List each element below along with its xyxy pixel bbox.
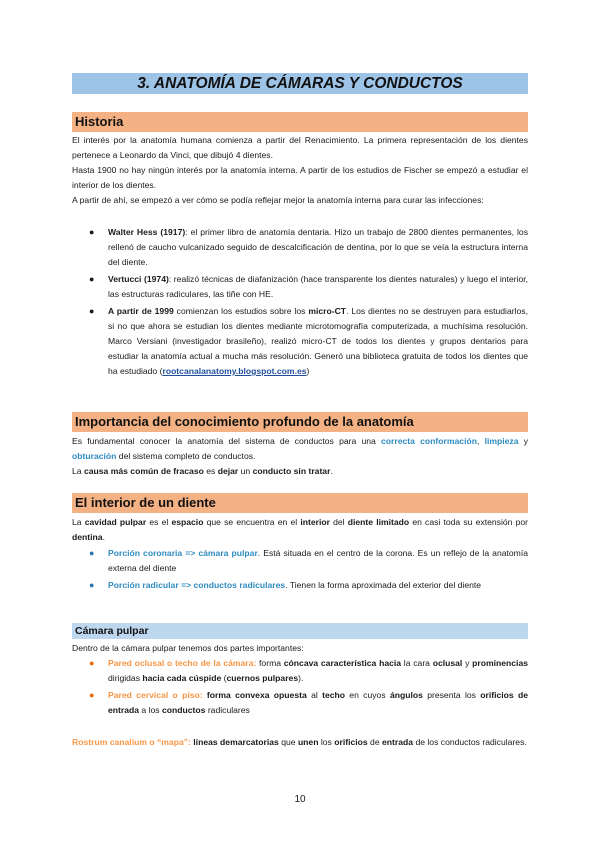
rootcanal-link[interactable]: rootcanalanatomy.blogspot.com.es <box>162 366 307 376</box>
section-heading-historia: Historia <box>72 112 528 132</box>
historia-paragraph-1: El interés por la anatomía humana comienza a partir del Renacimiento. La primera representación de los dientes pertenece a Leonardo da Vinci, que dibujó 4 dientes. <box>72 135 528 160</box>
bullet-dot: ● <box>89 690 95 700</box>
importancia-paragraph-1: Es fundamental conocer la anatomía del sistema de conductos para una correcta conformación, limpieza y obturación del sistema completo de conductos. <box>72 436 528 461</box>
historia-bullet-2: Vertucci (1974): realizó técnicas de diafanización (hace transparente los dientes naturales) y luego el interior, las estructuras radiculares, las tiñe con HE. <box>108 274 528 299</box>
bullet-dot: ● <box>89 548 95 558</box>
interior-bullet-2: Porción radicular => conductos radiculares. Tienen la forma aproximada del exterior del diente <box>108 580 482 590</box>
historia-bullet-3: A partir de 1999 comienzan los estudios sobre los micro-CT. Los dientes no se destruyen para estudiarlos, si no que ahora se estudian los dientes mediante microtomografía computerizada, a muchísima resolución. Marco Versiani (investigador brasileño), realizó micro-CT de todos los dientes y grupos dentarios para estudiar la anatomía actual a mucha más resolución. Generó una biblioteca gratuita de todos los dientes que ha estudiado (rootcanalanatomy.blogspot.com.es) <box>108 306 528 376</box>
bullet-dot: ● <box>89 306 95 316</box>
section-heading-importancia: Importancia del conocimiento profundo de la anatomía <box>72 412 528 432</box>
bullet-dot: ● <box>89 580 95 590</box>
bullet-dot: ● <box>89 274 95 284</box>
interior-paragraph-1: La cavidad pulpar es el espacio que se encuentra en el interior del diente limitado en casi toda su extensión por dentina. <box>72 517 528 542</box>
section-heading-camara: Cámara pulpar <box>72 623 528 639</box>
bullet-dot: ● <box>89 658 95 668</box>
camara-bullet-1: Pared oclusal o techo de la cámara: forma cóncava característica hacia la cara oclusal y prominencias dirigidas hacia cada cúspide (cuernos pulpares). <box>108 658 529 683</box>
camara-paragraph-1: Dentro de la cámara pulpar tenemos dos partes importantes: <box>72 643 304 653</box>
historia-paragraph-2: Hasta 1900 no hay ningún interés por la anatomía interna. A partir de los estudios de Fischer se empezó a estudiar el interior de los dientes. <box>72 165 528 190</box>
historia-bullet-1: Walter Hess (1917): el primer libro de anatomía dentaria. Hizo un trabajo de 2800 dientes permanentes, los rellenó de caucho vulcanizado seguido de descalcificación de dentina, por lo que se veía la estructura interna del diente. <box>108 227 528 267</box>
bullet-dot: ● <box>89 227 95 237</box>
rostrum-paragraph: Rostrum canalium o “mapa”: líneas demarcatorias que unen los orificios de entrada de los conductos radiculares. <box>72 737 527 747</box>
page-title: 3. ANATOMÍA DE CÁMARAS Y CONDUCTOS <box>72 73 528 94</box>
interior-bullet-1: Porción coronaria => cámara pulpar. Está situada en el centro de la corona. Es un reflejo de la anatomía externa del diente <box>108 548 529 573</box>
page-number: 10 <box>294 794 306 805</box>
importancia-paragraph-2: La causa más común de fracaso es dejar un conducto sin tratar. <box>72 466 333 476</box>
section-heading-interior: El interior de un diente <box>72 493 528 513</box>
camara-bullet-2: Pared cervical o piso: forma convexa opuesta al techo en cuyos ángulos presenta los orificios de entrada a los conductos radiculares <box>108 690 529 715</box>
historia-paragraph-3: A partir de ahí, se empezó a ver cómo se podía reflejar mejor la anatomía interna para curar las infecciones: <box>72 195 484 205</box>
